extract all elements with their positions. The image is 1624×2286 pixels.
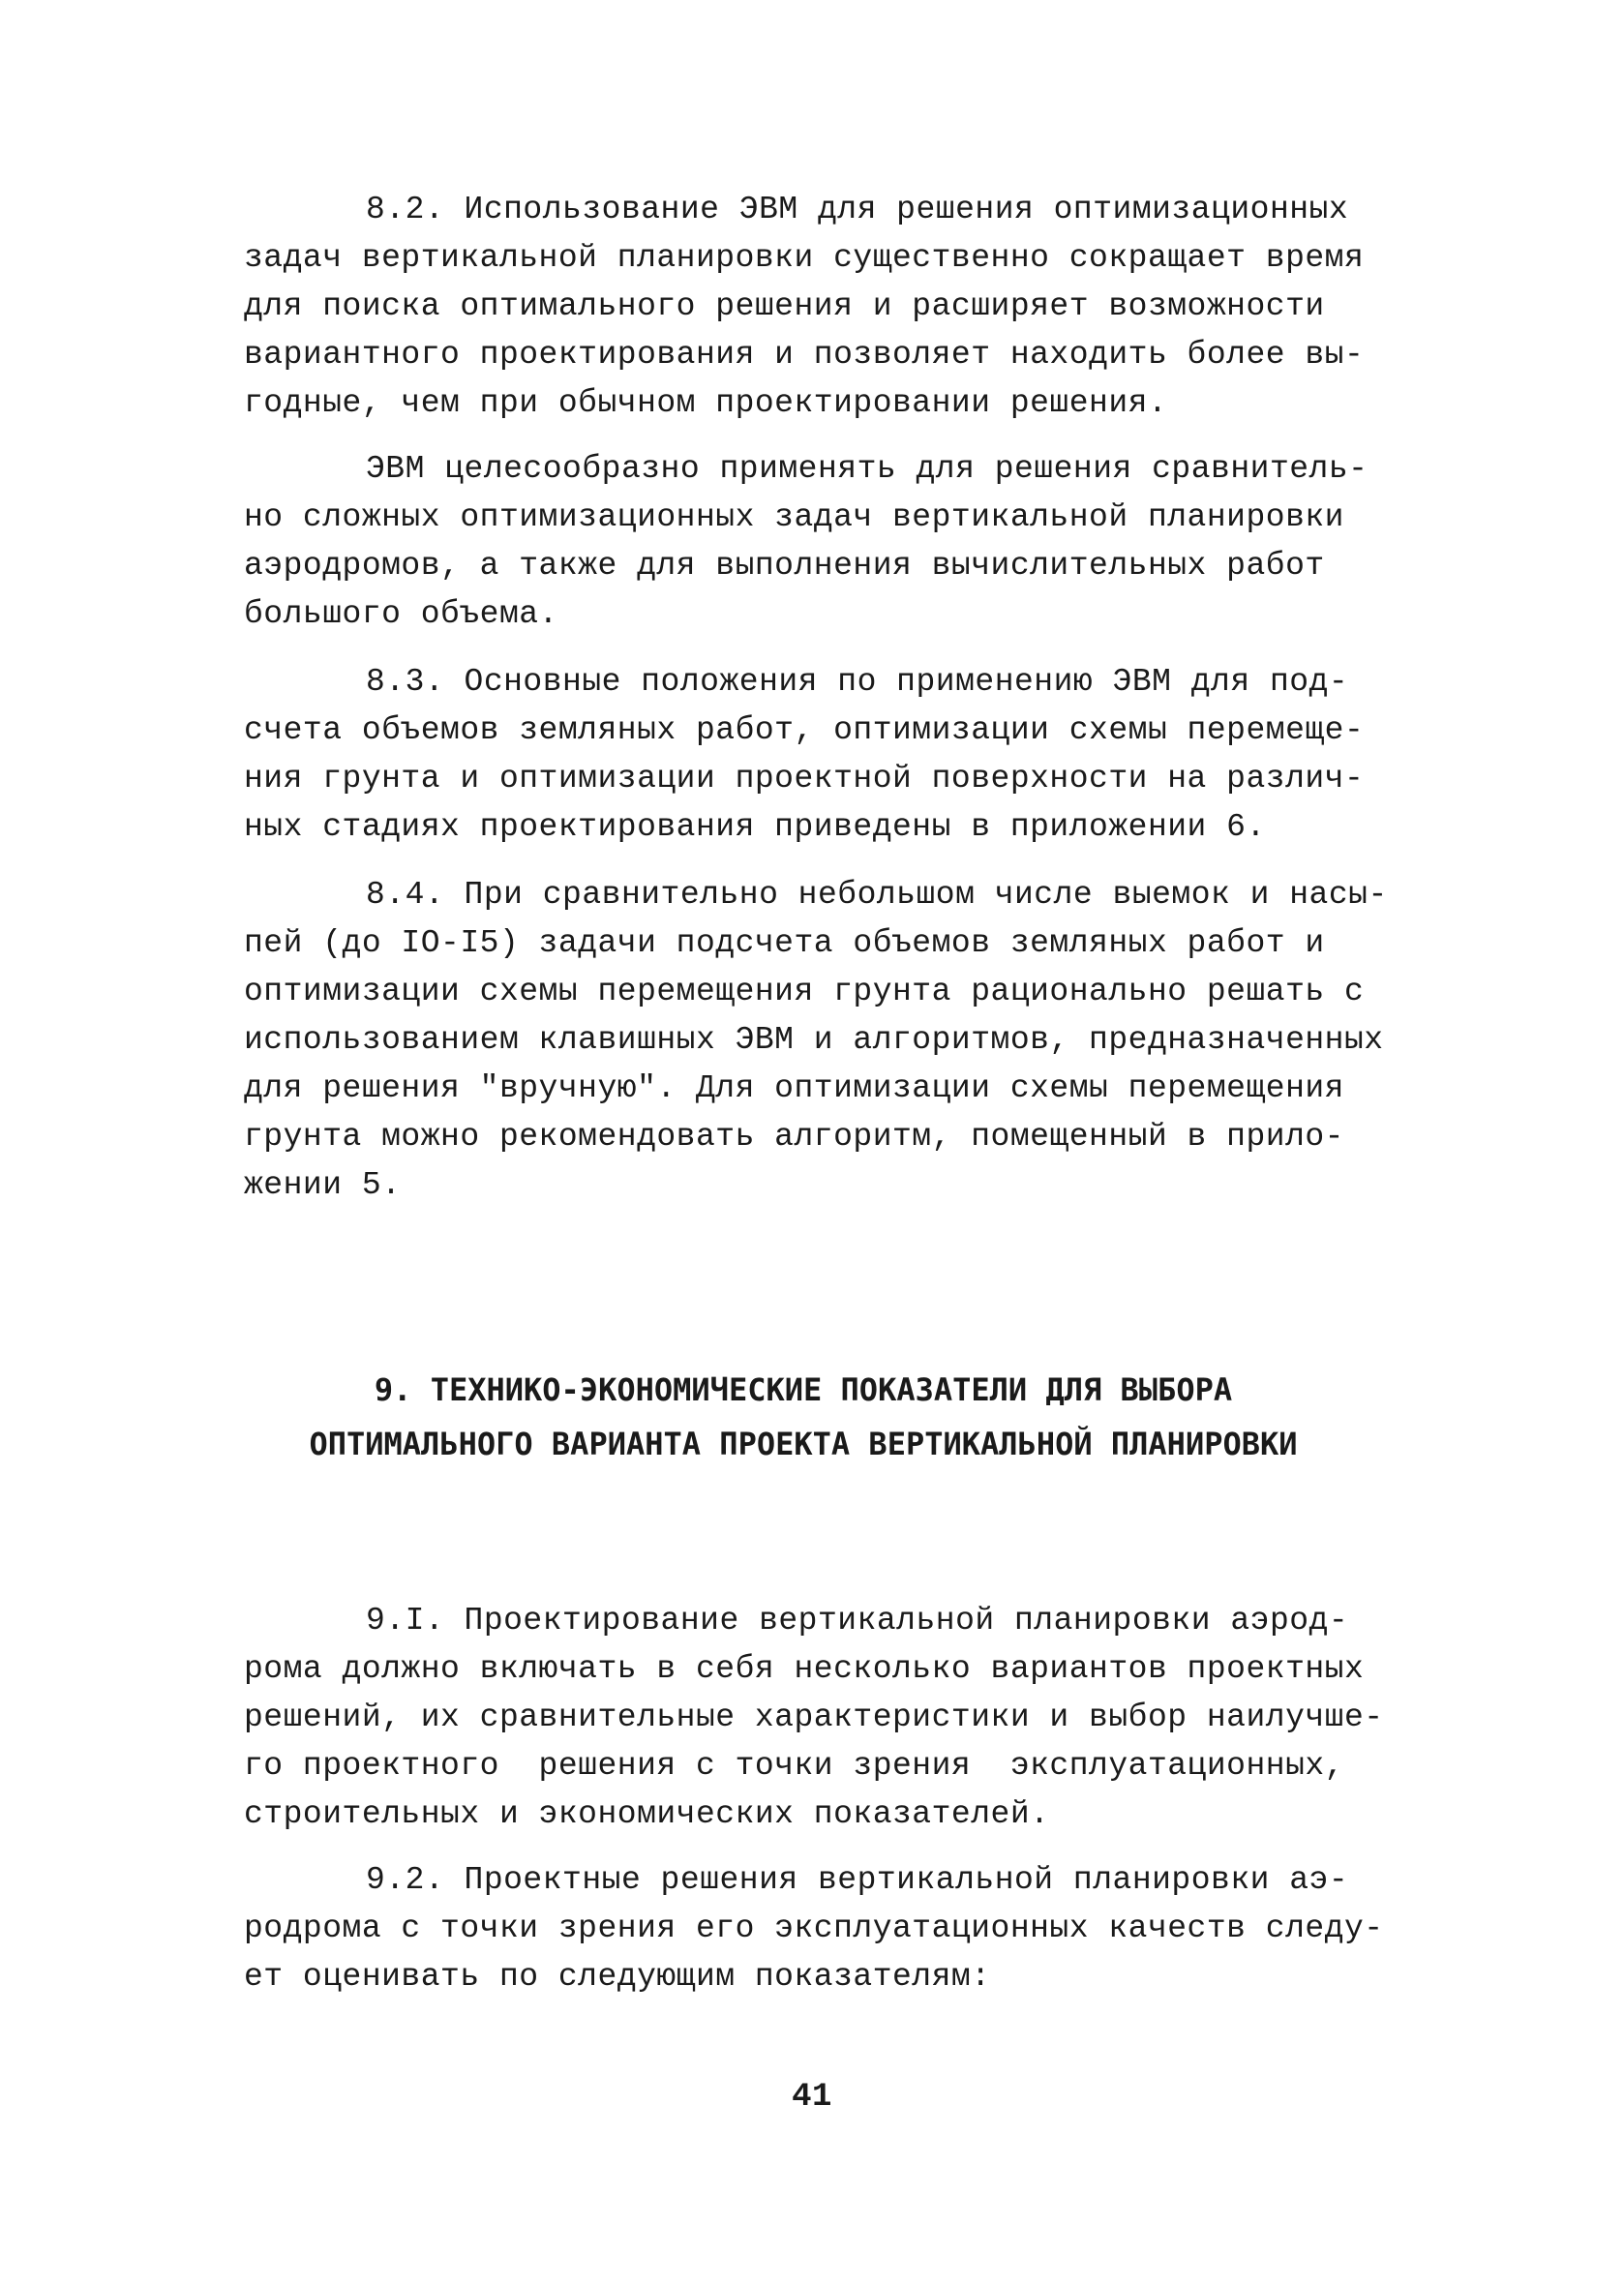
text-line: жении 5. [244, 1167, 402, 1203]
paragraph-8-2 [244, 186, 1405, 428]
text-line: пей (до IO-I5) задачи подсчета объемов земляных работ и [244, 925, 1325, 961]
paragraph-8-4 [244, 871, 1405, 1210]
text-line: для поиска оптимального решения и расширяет возможности [244, 288, 1325, 324]
paragraph-8-2-continued [244, 445, 1405, 639]
text-line: грунта можно рекомендовать алгоритм, помещенный в прило- [244, 1119, 1344, 1155]
text-line: рома должно включать в себя несколько вариантов проектных [244, 1651, 1365, 1687]
heading-line: 9. ТЕХНИКО-ЭКОНОМИЧЕСКИЕ ПОКАЗАТЕЛИ ДЛЯ ВЫБОРА [374, 1371, 1233, 1408]
text-line: строительных и экономических показателей. [244, 1796, 1050, 1832]
section-heading [174, 1363, 1432, 1471]
text-line: решений, их сравнительные характеристики и выбор наилучше- [244, 1699, 1384, 1735]
text-line: но сложных оптимизационных задач вертикальной планировки [244, 499, 1344, 535]
text-line: счета объемов земляных работ, оптимизации схемы перемеще- [244, 712, 1365, 748]
text-line: ЭВМ целесообразно применять для решения сравнитель- [366, 451, 1368, 487]
page-number: 41 [792, 2079, 832, 2116]
text-line: аэродромов, а также для выполнения вычислительных работ [244, 548, 1325, 584]
text-line: ния грунта и оптимизации проектной поверхности на различ- [244, 761, 1365, 797]
text-line: использованием клавишных ЭВМ и алгоритмов, предназначенных [244, 1022, 1384, 1058]
text-line: 9.2. Проектные решения вертикальной планировки аэ- [366, 1862, 1349, 1898]
text-line: 8.4. При сравнительно небольшом числе выемок и насы- [366, 877, 1388, 913]
text-line: ет оценивать по следующим показателям: [244, 1959, 991, 1995]
text-line: оптимизации схемы перемещения грунта рационально решать с [244, 974, 1365, 1009]
text-line: родрома с точки зрения его эксплуатационных качеств следу- [244, 1910, 1384, 1946]
text-line: 8.3. Основные положения по применению ЭВМ для под- [366, 664, 1349, 700]
text-line: ных стадиях проектирования приведены в приложении 6. [244, 809, 1266, 845]
text-line: 9.I. Проектирование вертикальной планировки аэрод- [366, 1603, 1349, 1639]
paragraph-9-2 [244, 1856, 1405, 2001]
text-line: 8.2. Использование ЭВМ для решения оптимизационных [366, 192, 1349, 227]
paragraph-9-1 [244, 1597, 1405, 1839]
paragraph-8-3 [244, 658, 1405, 852]
text-line: годные, чем при обычном проектировании решения. [244, 385, 1168, 421]
heading-line: ОПТИМАЛЬНОГО ВАРИАНТА ПРОЕКТА ВЕРТИКАЛЬНОЙ ПЛАНИРОВКИ [309, 1426, 1298, 1462]
text-line: большого объема. [244, 596, 558, 632]
text-line: го проектного решения с точки зрения эксплуатационных, [244, 1748, 1344, 1784]
text-line: вариантного проектирования и позволяет находить более вы- [244, 337, 1365, 373]
text-line: для решения "вручную". Для оптимизации схемы перемещения [244, 1070, 1344, 1106]
text-line: задач вертикальной планировки существенно сокращает время [244, 240, 1365, 276]
